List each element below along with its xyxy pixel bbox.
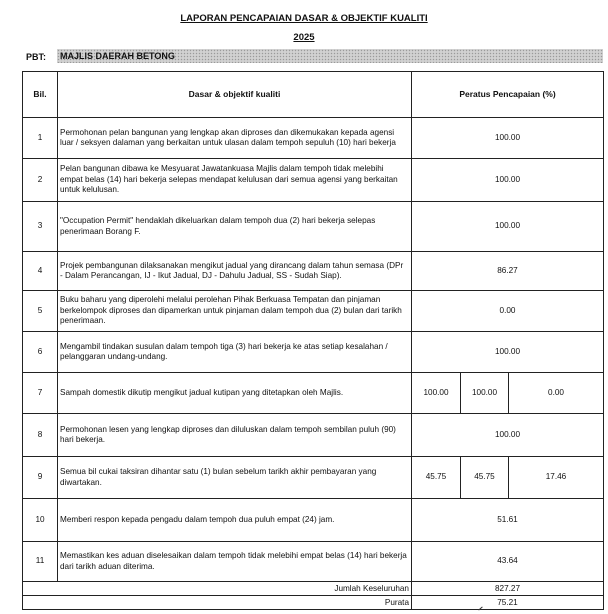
row-percent-1: 100.00 <box>412 373 461 414</box>
table-row <box>23 252 604 291</box>
row-number: 2 <box>23 159 58 202</box>
row-objective: Permohonan lesen yang lengkap diproses dan diluluskan dalam tempoh sembilan puluh (90) hari bekerja. <box>58 414 412 457</box>
table-row <box>23 291 604 332</box>
row-number: 3 <box>23 202 58 252</box>
row-objective: Sampah domestik dikutip mengikut jadual kutipan yang ditetapkan oleh Majlis. <box>58 373 412 414</box>
row-number: 11 <box>23 542 58 582</box>
average-row <box>23 596 604 610</box>
table-row <box>23 457 604 499</box>
row-percent-2: 45.75 <box>461 457 509 499</box>
average-label: Purata <box>23 596 412 610</box>
table-row <box>23 202 604 252</box>
row-objective: Memberi respon kepada pengadu dalam tempoh dua puluh empat (24) jam. <box>58 499 412 542</box>
average-value: 75.21 <box>412 596 604 610</box>
row-objective: Memastikan kes aduan diselesaikan dalam tempoh tidak melebihi empat belas (14) hari bekerja dari tarikh aduan diterima. <box>58 542 412 582</box>
row-percent: 100.00 <box>412 202 604 252</box>
header-bil: Bil. <box>23 72 58 118</box>
row-objective: Mengambil tindakan susulan dalam tempoh tiga (3) hari bekerja ke atas setiap kesalahan / pelanggaran undang-undang. <box>58 332 412 373</box>
row-number: 4 <box>23 252 58 291</box>
row-number: 8 <box>23 414 58 457</box>
total-value: 827.27 <box>412 582 604 596</box>
table-header-row <box>23 72 604 118</box>
row-objective: Buku baharu yang diperolehi melalui perolehan Pihak Berkuasa Tempatan dan pinjaman berkelompok diproses dan dipamerkan untuk pinjaman dalam tempoh dua (2) bulan dari tarikh penerimaan. <box>58 291 412 332</box>
row-percent: 0.00 <box>412 291 604 332</box>
row-percent: 43.64 <box>412 542 604 582</box>
row-objective: Semua bil cukai taksiran dihantar satu (1) bulan sebelum tarikh akhir pembayaran yang diwartakan. <box>58 457 412 499</box>
table-row <box>23 414 604 457</box>
row-objective: Pelan bangunan dibawa ke Mesyuarat Jawatankuasa Majlis dalam tempoh tidak melebihi empat belas (14) hari bekerja selepas mendapat kelulusan dari semua agensi yang berkaitan untuk kelulusan. <box>58 159 412 202</box>
row-number: 1 <box>23 118 58 159</box>
row-percent-2: 100.00 <box>461 373 509 414</box>
row-percent: 51.61 <box>412 499 604 542</box>
pbt-label: PBT: <box>26 52 46 62</box>
table-row <box>23 373 604 414</box>
achievement-table <box>22 71 604 610</box>
table-row <box>23 118 604 159</box>
pbt-value-field: MAJLIS DAERAH BETONG <box>57 49 603 63</box>
report-title <box>0 13 608 24</box>
report-year-text: 2025 <box>293 32 315 43</box>
total-label: Jumlah Keseluruhan <box>23 582 412 596</box>
row-percent-3: 0.00 <box>509 373 604 414</box>
row-percent: 100.00 <box>412 118 604 159</box>
row-percent: 100.00 <box>412 414 604 457</box>
row-objective: Permohonan pelan bangunan yang lengkap akan diproses dan dikemukakan kepada agensi luar / seksyen dalaman yang berkaitan untuk ulasan dalam tempoh sepuluh (10) hari bekerja <box>58 118 412 159</box>
row-percent-1: 45.75 <box>412 457 461 499</box>
report-title-text: LAPORAN PENCAPAIAN DASAR & OBJEKTIF KUALITI <box>180 13 428 24</box>
table-row <box>23 332 604 373</box>
table-row <box>23 159 604 202</box>
row-number: 5 <box>23 291 58 332</box>
row-percent-3: 17.46 <box>509 457 604 499</box>
row-percent: 100.00 <box>412 332 604 373</box>
header-objective: Dasar & objektif kualiti <box>58 72 412 118</box>
report-year <box>0 32 608 43</box>
row-percent: 86.27 <box>412 252 604 291</box>
table-row <box>23 542 604 582</box>
row-objective: Projek pembangunan dilaksanakan mengikut jadual yang dirancang dalam tahun semasa (DPr - Dalam Perancangan, IJ - Ikut Jadual, DJ - Dahulu Jadual, SS - Sudah Siap). <box>58 252 412 291</box>
row-number: 7 <box>23 373 58 414</box>
table-row <box>23 499 604 542</box>
row-objective: "Occupation Permit" hendaklah dikeluarkan dalam tempoh dua (2) hari bekerja selepas penerimaan Borang F. <box>58 202 412 252</box>
row-number: 6 <box>23 332 58 373</box>
total-row <box>23 582 604 596</box>
header-percent: Peratus Pencapaian (%) <box>412 72 604 118</box>
row-number: 9 <box>23 457 58 499</box>
row-percent: 100.00 <box>412 159 604 202</box>
row-number: 10 <box>23 499 58 542</box>
